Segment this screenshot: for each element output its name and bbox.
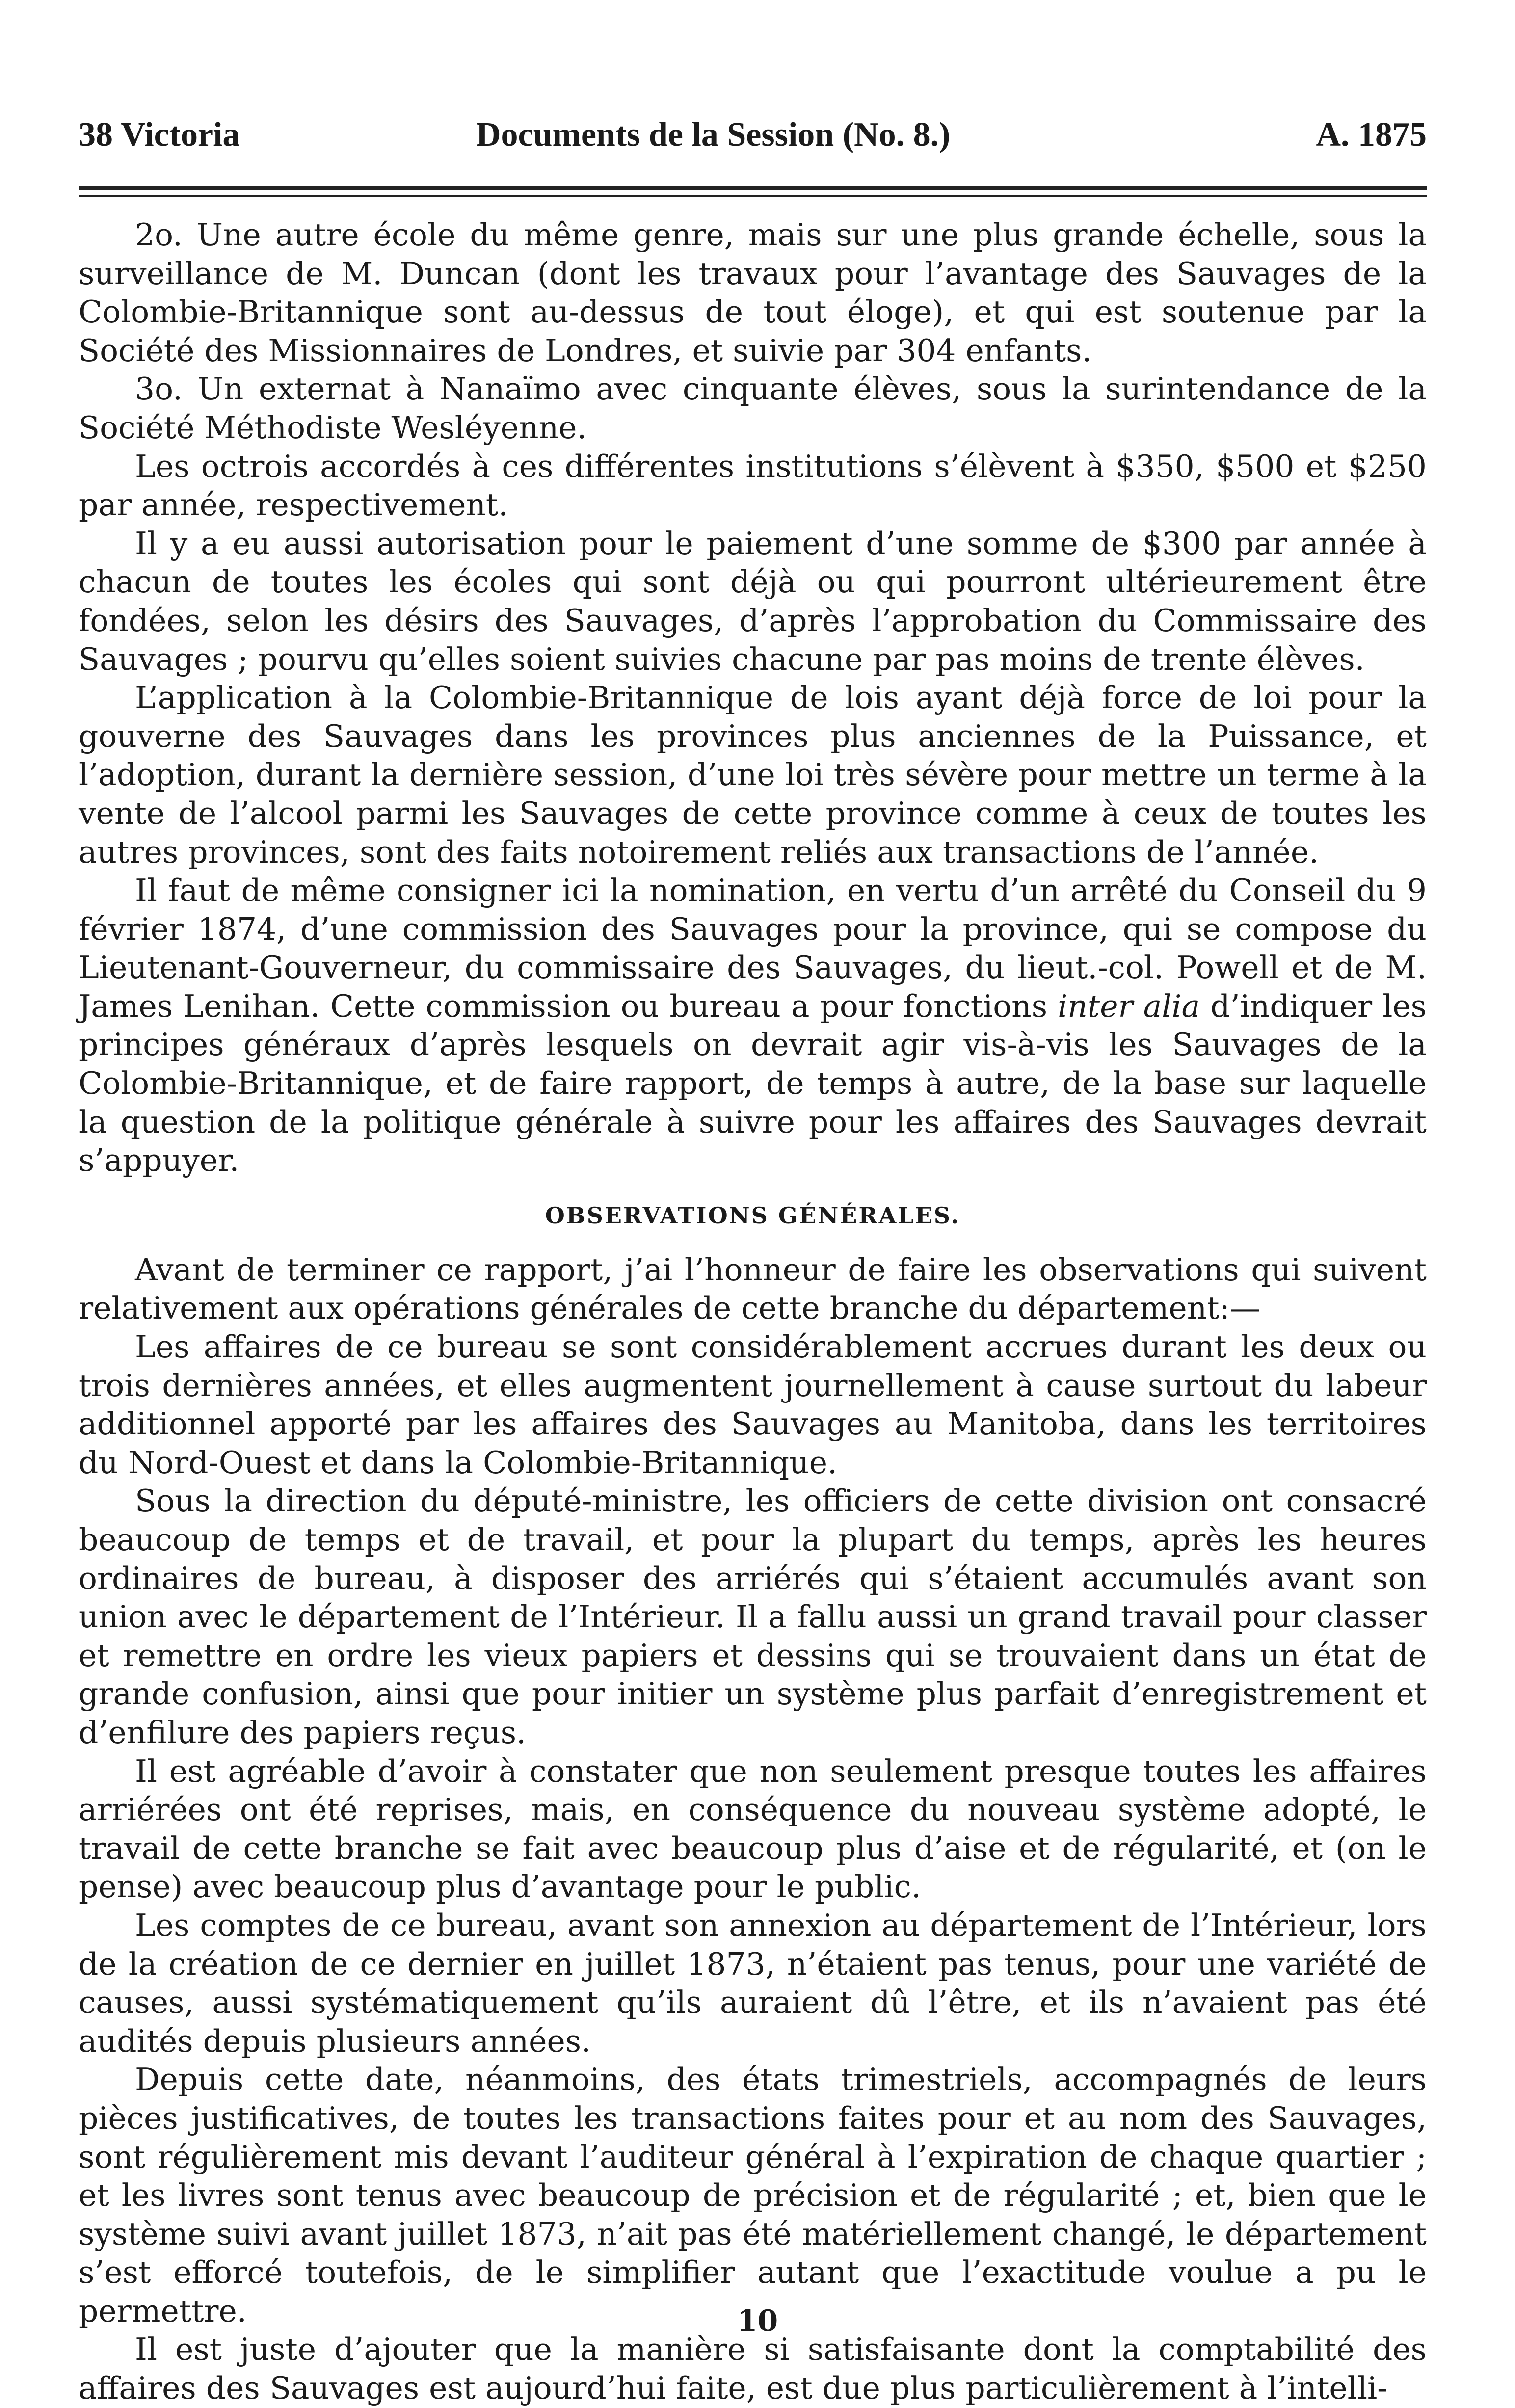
paragraph-business-increase: Les affaires de ce bureau se sont considérablement accrues durant les deux ou trois dernières années, et elles augmentent journellement à cause surtout du labeur additionnel apporté par les affaires des Sauvages au Manitoba, dans les territoires du Nord-Ouest et dans la Colombie-Britannique. xyxy=(79,1329,1427,1481)
header-volume: 38 Victoria xyxy=(79,116,240,154)
header-title: Documents de la Session (No. 8.) xyxy=(476,116,951,154)
paragraph-externat-nanaimo: 3o. Un externat à Nanaïmo avec cinquante élèves, sous la surintendance de la Société Méthodiste Wesléyenne. xyxy=(79,371,1427,446)
header-rule-thick xyxy=(79,186,1427,190)
running-header xyxy=(79,110,1427,159)
paragraph-quarterly-statements: Depuis cette date, néanmoins, des états trimestriels, accompagnés de leurs pièces justificatives, de toutes les transactions faites pour et au nom des Sauvages, sont régulièrement mis devant l’auditeur général à l’expiration de chaque quartier ; et les livres sont tenus avec beaucoup de précision et de régularité ; et, bien que le système suivi avant juillet 1873, n’ait pas été matériellement changé, le département s’est efforcé toutefois, de le simplifier autant que l’exactitude voulue a pu le permettre. xyxy=(79,2062,1427,2329)
commission-text-end: d’indiquer les principes généraux d’après lesquels on devrait agir vis-à-vis les Sauvages de la Colombie-Britannique, et de faire rapport, de temps à autre, de la base sur laquelle la question de la politique générale à suivre pour les affaires des Sauvages devrait s’appuyer. xyxy=(79,988,1427,1179)
paragraph-accounting-credit: Il est juste d’ajouter que la manière si satisfaisante dont la comptabilité des affaires des Sauvages est aujourd’hui faite, est due plus particulièrement à l’intelli- xyxy=(79,2331,1427,2407)
paragraph-school-payment: Il y a eu aussi autorisation pour le paiement d’une somme de $300 par année à chacun de toutes les écoles qui sont déjà ou qui pourront ultérieurement être fondées, selon les désirs des Sauvages, d’après l’approbation du Commissaire des Sauvages ; pourvu qu’elles soient suivies chacune par pas moins de trente élèves. xyxy=(79,525,1427,677)
paragraph-observations-intro: Avant de terminer ce rapport, j’ai l’honneur de faire les observations qui suivent relativement aux opérations générales de cette branche du département:— xyxy=(79,1251,1427,1326)
paragraph-school-duncan: 2o. Une autre école du même genre, mais sur une plus grande échelle, sous la surveillance de M. Duncan (dont les travaux pour l’avantage des Sauvages de la Colombie-Britannique sont au-dessus de tout éloge), et qui est soutenue par la Société des Missionnaires de Londres, et suivie par 304 enfants. xyxy=(79,217,1427,369)
header-year: A. 1875 xyxy=(1316,116,1427,154)
header-rule-thin xyxy=(79,195,1427,197)
page-number: 10 xyxy=(737,2304,778,2338)
paragraph-commission xyxy=(79,872,1427,1180)
body-text xyxy=(79,216,1427,2408)
paragraph-arrears-work: Sous la direction du député-ministre, les officiers de cette division ont consacré beaucoup de temps et de travail, et pour la plupart du temps, après les heures ordinaires de bureau, à disposer des arriérés qui s’étaient accumulés avant son union avec le département de l’Intérieur. Il a fallu aussi un grand travail pour classer et remettre en ordre les vieux papiers et dessins qui se trouvaient dans un état de grande confusion, ainsi que pour initier un système plus parfait d’enregistrement et d’enfilure des papiers reçus. xyxy=(79,1483,1427,1750)
commission-text-start: Il faut de même consigner ici la nomination, en vertu d’un arrêté du Conseil du 9 février 1874, d’une commission des Sauvages pour la province, qui se compose du Lieutenant-Gouverneur, du commissaire des Sauvages, du lieut.-col. Powell et de M. James Lenihan. Cette commission ou bureau a pour fonctions xyxy=(79,873,1427,1024)
paragraph-grants: Les octrois accordés à ces différentes institutions s’élèvent à $350, $500 et $250 par année, respectivement. xyxy=(79,448,1427,523)
paragraph-new-system: Il est agréable d’avoir à constater que non seulement presque toutes les affaires arriérées ont été reprises, mais, en conséquence du nouveau système adopté, le travail de cette branche se fait avec beaucoup plus d’aise et de régularité, et (on le pense) avec beaucoup plus d’avantage pour le public. xyxy=(79,1753,1427,1905)
paragraph-laws-application: L’application à la Colombie-Britannique de lois ayant déjà force de loi pour la gouverne des Sauvages dans les provinces plus anciennes de la Puissance, et l’adoption, durant la dernière session, d’une loi très sévère pour mettre un terme à la vente de l’alcool parmi les Sauvages de cette province comme à ceux de toutes les autres provinces, sont des faits notoirement reliés aux transactions de l’année. xyxy=(79,680,1427,870)
commission-italic-phrase: inter alia xyxy=(1058,988,1200,1024)
section-heading: OBSERVATIONS GÉNÉRALES. xyxy=(545,1202,960,1229)
paragraph-accounts-before: Les comptes de ce bureau, avant son annexion au département de l’Intérieur, lors de la création de ce dernier en juillet 1873, n’étaient pas tenus, pour une variété de causes, aussi systématiquement qu’ils auraient dû l’être, et ils n’avaient pas été audités depuis plusieurs années. xyxy=(79,1907,1427,2059)
